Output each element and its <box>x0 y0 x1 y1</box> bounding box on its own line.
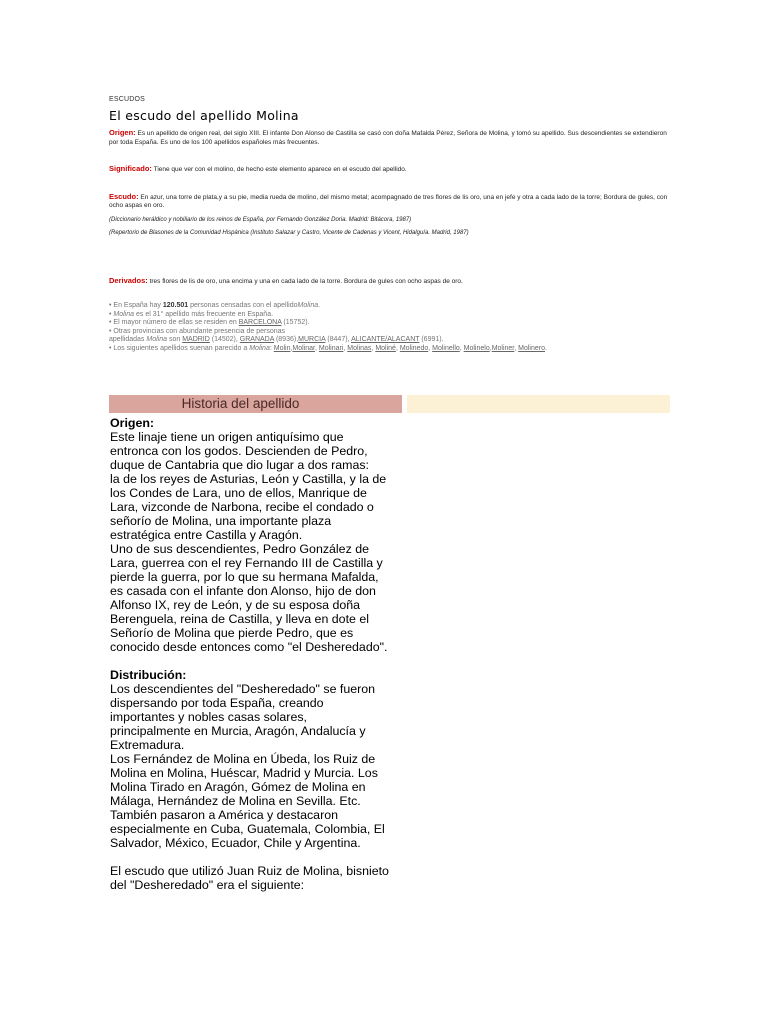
distribucion-line: Molina en Molina, Huéscar, Madrid y Murcia. Los <box>110 766 378 780</box>
link-molinari[interactable]: Molinari <box>318 344 344 352</box>
historia-line: es casada con el infante don Alonso, hijo de don <box>110 584 376 598</box>
link-molinedo[interactable]: Molinedo <box>399 344 429 352</box>
distribucion-line: También pasaron a América y destacaron <box>110 808 338 822</box>
distribucion-line: Extremadura. <box>110 738 185 752</box>
derivados-label: Derivados: <box>109 275 148 285</box>
stats-line-rank: • Molina es el 31° apellido más frecuente en España. <box>109 310 274 318</box>
distribucion-line: Los Fernández de Molina en Úbeda, los Ruiz de <box>110 752 376 766</box>
surname-stats <box>109 302 669 354</box>
significado-text: Tiene que ver con el molino, de hecho este elemento aparece en el escudo del apellido. <box>151 166 407 173</box>
escudo-paragraph <box>109 193 669 211</box>
header-side-bar <box>407 395 670 413</box>
historia-line: pierde la guerra, por lo que su hermana Mafalda, <box>110 570 379 584</box>
link-molinello[interactable]: Molinello <box>432 344 460 352</box>
historia-line: entronca con los godos. Descienden de Pedro, <box>110 444 368 458</box>
page-title: El escudo del apellido Molina <box>109 108 299 123</box>
historia-line: Berenguela, reina de Castilla, y lleva en dote el <box>110 612 369 626</box>
stats-line-census: • En España hay 120.501 personas censadas con el apellidoMolina. <box>109 302 321 309</box>
origen-label: Origen: <box>109 128 136 137</box>
escudo-intro-line: del "Desheredado" era el siguiente: <box>110 878 305 892</box>
section-kicker: ESCUDOS <box>109 96 146 103</box>
stats-line-provinces: apellidadas Molina son MADRID (14502), GRANADA (8936),MURCIA (8447), ALICANTE/ALACANT (6991). <box>109 336 444 344</box>
derivados-paragraph <box>109 277 669 287</box>
document-body <box>109 96 669 354</box>
historia-line: Alfonso IX, rey de León, y de su esposa doña <box>110 598 361 612</box>
distribucion-line: dispersando por toda España, creando <box>110 696 324 710</box>
historia-origen-heading: Origen: <box>110 416 155 430</box>
link-molin[interactable]: Molin <box>273 344 291 352</box>
link-molinero[interactable]: Molinero <box>518 344 546 352</box>
link-madrid[interactable]: MADRID <box>182 336 210 344</box>
historia-body <box>110 416 405 892</box>
historia-header-bar <box>109 395 402 413</box>
origen-text: Es un apellido de origen real, del siglo XIII. El infante Don Alonso de Castilla se casó con doña Mafalda Pérez, Señora de Molina, y tomó su apellido. Sus descendientes se extendieron por toda España. Es uno de los 100 apellidos españoles más frecuentes. <box>109 130 667 146</box>
distribucion-line: Salvador, México, Ecuador, Chile y Argentina. <box>110 836 361 850</box>
link-moline[interactable]: Moliné <box>375 344 396 352</box>
link-granada[interactable]: GRANADA <box>239 336 275 344</box>
significado-label: Significado: <box>109 164 152 173</box>
stats-line-top-province: • El mayor número de ellas se residen en BARCELONA (15752). <box>109 319 310 327</box>
historia-line: Lara, vizconde de Narbona, recibe el condado o <box>110 500 374 514</box>
derivados-text: tres flores de lis de oro, una encima y una en cada lado de la torre. Bordura de gules con ocho aspas de oro. <box>147 277 463 285</box>
distribucion-line: Los descendientes del "Desheredado" se fueron <box>110 682 376 696</box>
historia-line: la de los reyes de Asturias, León y Castilla, y la de <box>110 472 387 486</box>
reference-2: (Repertorio de Blasones de la Comunidad Hispánica (Instituto Salazar y Castro, Vicente de Cadenas y Vicent, Hidalguía. Madrid, 1987) <box>109 229 469 236</box>
link-moliner[interactable]: Moliner <box>491 344 515 352</box>
historia-line: Lara, guerrea con el rey Fernando III de Castilla y <box>110 556 383 570</box>
distribucion-line: importantes y nobles casas solares, <box>110 710 307 724</box>
stats-line-other: • Otras provincias con abundante presencia de personas <box>109 327 286 335</box>
escudo-intro-line: El escudo que utilizó Juan Ruiz de Molina, bisnieto <box>110 864 389 878</box>
historia-line: los Condes de Lara, uno de ellos, Manrique de <box>110 486 367 500</box>
escudo-text: En azur, una torre de plata,y a su pie, media rueda de molino, del mismo metal; acompagnado de tres flores de lis oro, una en jefe y otra a cada lado de la torre; Bordura de gules, con ocho aspas en oro. <box>109 193 668 209</box>
link-molinas[interactable]: Molinas <box>347 344 372 352</box>
historia-line: Uno de sus descendientes, Pedro González de <box>110 542 369 556</box>
historia-header: Historia del apellido <box>181 396 300 411</box>
stats-line-similar: • Los siguientes apellidos suenan parecido a Molina: Molin,Molinar, Molinari, Molinas, Moliné, Molinedo, Molinello, Molinelo,Moliner, Molinero. <box>109 344 547 352</box>
historia-line: duque de Cantabria que dio lugar a dos ramas: <box>110 458 369 472</box>
historia-distribucion-heading: Distribución: <box>110 668 187 682</box>
link-barcelona[interactable]: BARCELONA <box>238 319 282 327</box>
distribucion-line: Molina Tirado en Aragón, Gómez de Molina en <box>110 780 366 794</box>
historia-line: estratégica entre Castilla y Aragón. <box>110 528 303 542</box>
link-murcia[interactable]: MURCIA <box>298 336 326 344</box>
escudo-label: Escudo: <box>109 191 139 201</box>
link-molinar[interactable]: Molinar <box>292 344 315 352</box>
historia-line: señorío de Molina, una importante plaza <box>110 514 332 528</box>
link-molinelo[interactable]: Molinelo <box>463 344 490 352</box>
historia-line: Este linaje tiene un origen antiquísimo que <box>110 430 344 444</box>
historia-line: conocido desde entonces como "el Desheredado". <box>110 640 388 654</box>
distribucion-line: especialmente en Cuba, Guatemala, Colombia, El <box>110 822 385 836</box>
historia-line: Señorío de Molina que pierde Pedro, que es <box>110 626 354 640</box>
distribucion-line: Málaga, Hernández de Molina en Sevilla. Etc. <box>110 794 361 808</box>
reference-1: (Diccionario heráldico y nobiliario de los reinos de España, por Fernando González Doria. Madrid: Bitácora, 1987) <box>109 216 412 223</box>
link-alicante[interactable]: ALICANTE/ALACANT <box>351 336 420 344</box>
origen-paragraph <box>109 129 669 147</box>
significado-paragraph <box>109 165 669 175</box>
distribucion-line: principalmente en Murcia, Aragón, Andalucía y <box>110 724 366 738</box>
